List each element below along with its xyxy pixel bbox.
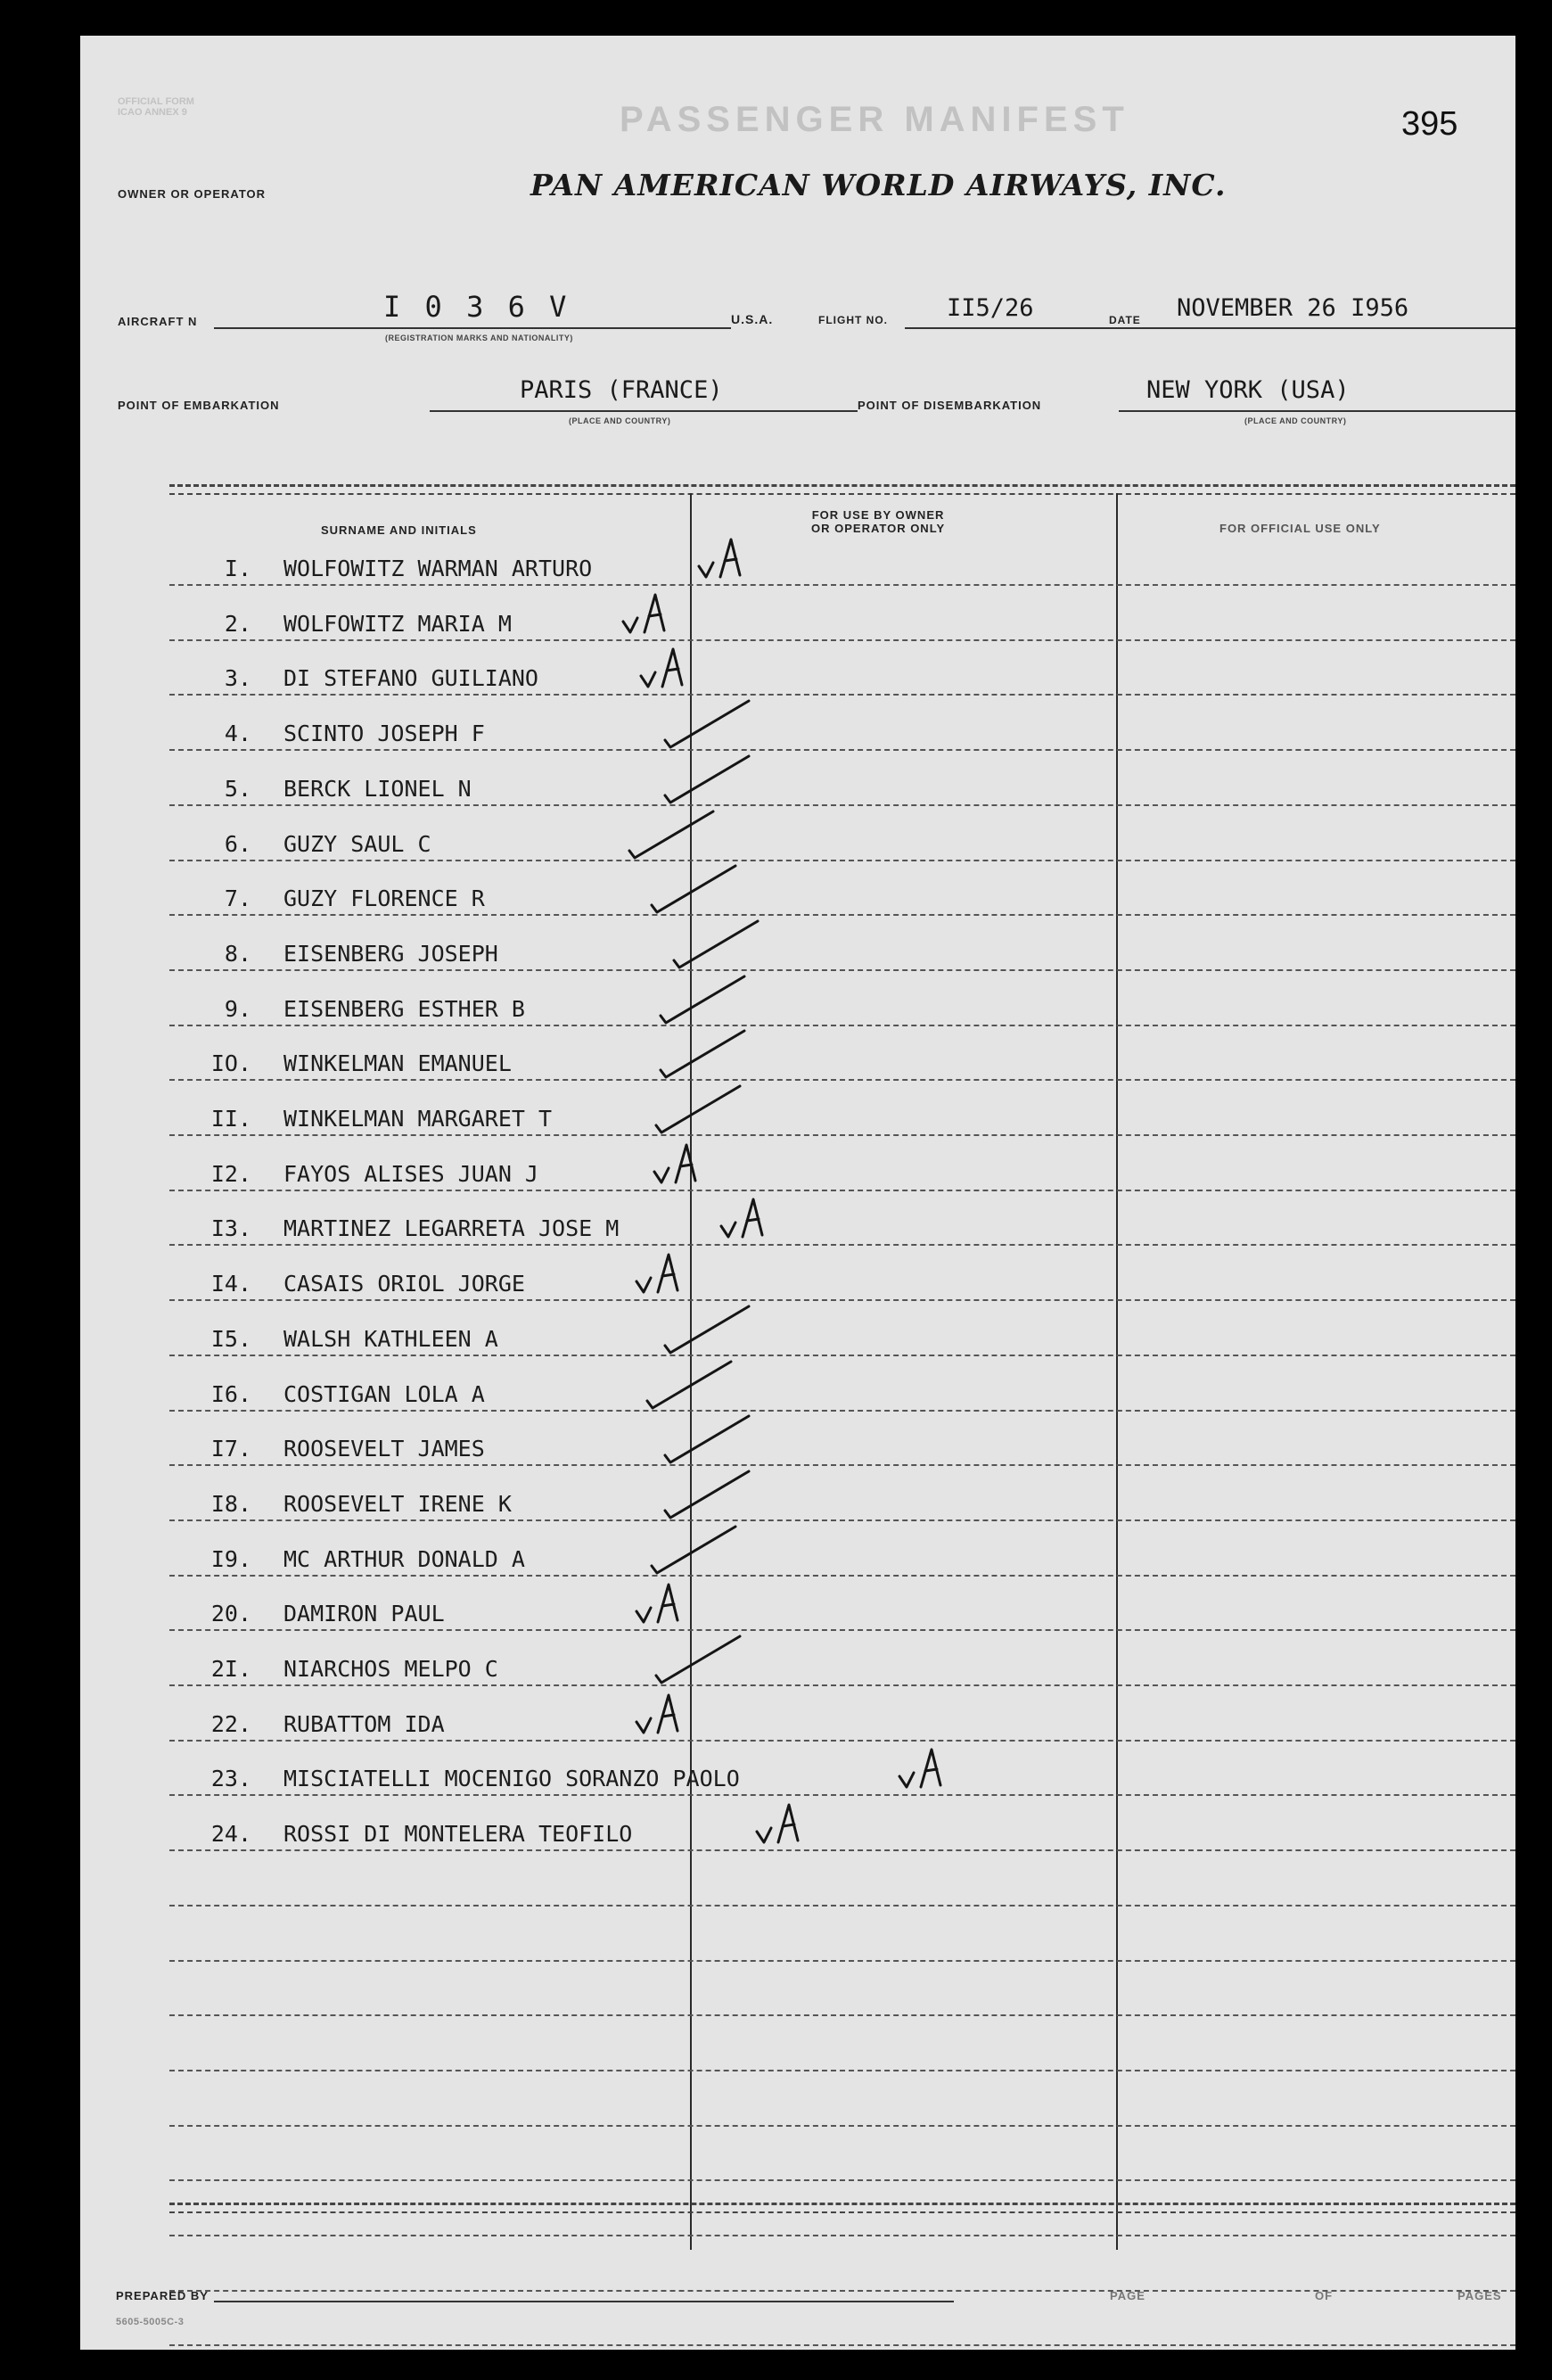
empty-row-line	[169, 2344, 1515, 2346]
row-number: I.	[224, 556, 251, 581]
pages-label: PAGES	[1458, 2289, 1502, 2302]
row-number: 20.	[210, 1601, 251, 1627]
row-number: I7.	[210, 1436, 251, 1462]
check-mark-icon	[646, 859, 744, 921]
check-mark-icon	[624, 804, 722, 867]
row-number: I3.	[210, 1215, 251, 1242]
row-number: 2.	[224, 610, 251, 637]
date-value: NOVEMBER 26 I956	[1177, 294, 1409, 322]
check-mark-icon	[660, 1409, 758, 1471]
passenger-name: GUZY SAUL C	[283, 830, 431, 857]
check-a-mark-icon	[633, 1684, 695, 1747]
passenger-name: WINKELMAN MARGARET T	[283, 1106, 553, 1132]
check-mark-icon	[651, 1079, 749, 1141]
passenger-name: MARTINEZ LEGARRETA JOSE M	[283, 1215, 620, 1242]
passenger-name: COSTIGAN LOLA A	[283, 1380, 485, 1407]
embarkation-sublabel: (PLACE AND COUNTRY)	[569, 416, 671, 425]
row-number: I2.	[210, 1160, 251, 1187]
passenger-name: WOLFOWITZ WARMAN ARTURO	[283, 556, 593, 581]
row-number: I9.	[210, 1545, 251, 1572]
row-number: IO.	[210, 1050, 251, 1077]
form-id: OFFICIAL FORM ICAO ANNEX 9	[118, 96, 194, 118]
empty-row-line	[169, 2070, 1515, 2071]
owner-value: PAN AMERICAN WORLD AIRWAYS, INC.	[530, 168, 1227, 202]
row-number: 5.	[224, 775, 251, 802]
passenger-name: WALSH KATHLEEN A	[283, 1325, 498, 1352]
aircraft-label: AIRCRAFT N	[118, 315, 198, 328]
passenger-name: RUBATTOM IDA	[283, 1710, 445, 1737]
row-number: 2I.	[210, 1656, 251, 1682]
empty-row-line	[169, 2235, 1515, 2236]
row-number: 24.	[210, 1821, 251, 1848]
passenger-name: BERCK LIONEL N	[283, 775, 472, 802]
col-official-header: FOR OFFICIAL USE ONLY	[1219, 522, 1381, 535]
passenger-name: WINKELMAN EMANUEL	[283, 1050, 512, 1077]
check-mark-icon	[655, 969, 753, 1032]
check-a-mark-icon	[718, 1189, 780, 1251]
passenger-name: FAYOS ALISES JUAN J	[283, 1160, 538, 1187]
row-number: 23.	[210, 1766, 251, 1792]
prepared-by-label: PREPARED BY	[116, 2289, 209, 2302]
check-mark-icon	[660, 1464, 758, 1527]
col-surname-header: SURNAME AND INITIALS	[321, 523, 477, 537]
page-number: 395	[1401, 105, 1458, 143]
usa-label: U.S.A.	[731, 312, 774, 326]
passenger-name: MISCIATELLI MOCENIGO SORANZO PAOLO	[283, 1766, 740, 1792]
passenger-name: SCINTO JOSEPH F	[283, 721, 485, 747]
passenger-name: ROOSEVELT IRENE K	[283, 1490, 512, 1517]
check-mark-icon	[642, 1355, 740, 1417]
row-number: I6.	[210, 1380, 251, 1407]
check-mark-icon	[651, 1629, 749, 1692]
aircraft-sublabel: (REGISTRATION MARKS AND NATIONALITY)	[385, 334, 573, 342]
date-label: DATE	[1109, 314, 1141, 326]
empty-row-line	[169, 2125, 1515, 2127]
row-number: I8.	[210, 1490, 251, 1517]
passenger-name: MC ARTHUR DONALD A	[283, 1545, 525, 1572]
empty-row-line	[169, 2179, 1515, 2181]
passenger-name: EISENBERG JOSEPH	[283, 940, 498, 967]
passenger-name: WOLFOWITZ MARIA M	[283, 610, 512, 637]
passenger-name: ROSSI DI MONTELERA TEOFILO	[283, 1821, 633, 1848]
check-a-mark-icon	[651, 1134, 713, 1197]
check-a-mark-icon	[896, 1739, 958, 1801]
check-a-mark-icon	[620, 584, 682, 646]
check-a-mark-icon	[637, 638, 700, 701]
check-mark-icon	[669, 914, 767, 976]
check-mark-icon	[655, 1024, 753, 1086]
row-number: I4.	[210, 1271, 251, 1297]
row-number: 3.	[224, 665, 251, 692]
check-a-mark-icon	[633, 1574, 695, 1636]
check-mark-icon	[660, 749, 758, 811]
form-code: 5605-5005C-3	[116, 2317, 185, 2327]
passenger-name: DAMIRON PAUL	[283, 1601, 445, 1627]
row-number: 22.	[210, 1710, 251, 1737]
empty-row-line	[169, 2014, 1515, 2016]
embarkation-value: PARIS (FRANCE)	[520, 376, 723, 404]
row-number: 4.	[224, 721, 251, 747]
page-label: PAGE	[1110, 2289, 1146, 2302]
aircraft-value: I 0 3 6 V	[383, 290, 571, 324]
row-number: 6.	[224, 830, 251, 857]
passenger-name: EISENBERG ESTHER B	[283, 995, 525, 1022]
empty-row-line	[169, 1960, 1515, 1962]
check-mark-icon	[660, 694, 758, 756]
col-owner-header: FOR USE BY OWNER OR OPERATOR ONLY	[811, 508, 946, 535]
manifest-page	[80, 36, 1515, 2350]
check-mark-icon	[660, 1299, 758, 1362]
of-label: OF	[1315, 2289, 1334, 2302]
empty-row-line	[169, 2290, 1515, 2292]
row-number: II.	[210, 1106, 251, 1132]
check-mark-icon	[646, 1519, 744, 1582]
passenger-name: GUZY FLORENCE R	[283, 885, 485, 912]
row-number: 7.	[224, 885, 251, 912]
passenger-name: ROOSEVELT JAMES	[283, 1436, 485, 1462]
passenger-name: CASAIS ORIOL JORGE	[283, 1271, 525, 1297]
row-number: 9.	[224, 995, 251, 1022]
flight-label: FLIGHT NO.	[818, 314, 888, 326]
owner-label: OWNER OR OPERATOR	[118, 187, 267, 201]
disembarkation-value: NEW YORK (USA)	[1146, 376, 1350, 404]
disembarkation-sublabel: (PLACE AND COUNTRY)	[1244, 416, 1347, 425]
check-a-mark-icon	[633, 1244, 695, 1306]
check-a-mark-icon	[753, 1794, 816, 1857]
disembarkation-label: POINT OF DISEMBARKATION	[858, 399, 1042, 412]
empty-row-line	[169, 1905, 1515, 1906]
row-number: I5.	[210, 1325, 251, 1352]
flight-value: II5/26	[947, 294, 1034, 322]
row-number: 8.	[224, 940, 251, 967]
check-a-mark-icon	[695, 529, 758, 591]
form-title: PASSENGER MANIFEST	[620, 100, 1129, 139]
passenger-name: NIARCHOS MELPO C	[283, 1656, 498, 1682]
passenger-name: DI STEFANO GUILIANO	[283, 665, 538, 692]
embarkation-label: POINT OF EMBARKATION	[118, 399, 280, 412]
